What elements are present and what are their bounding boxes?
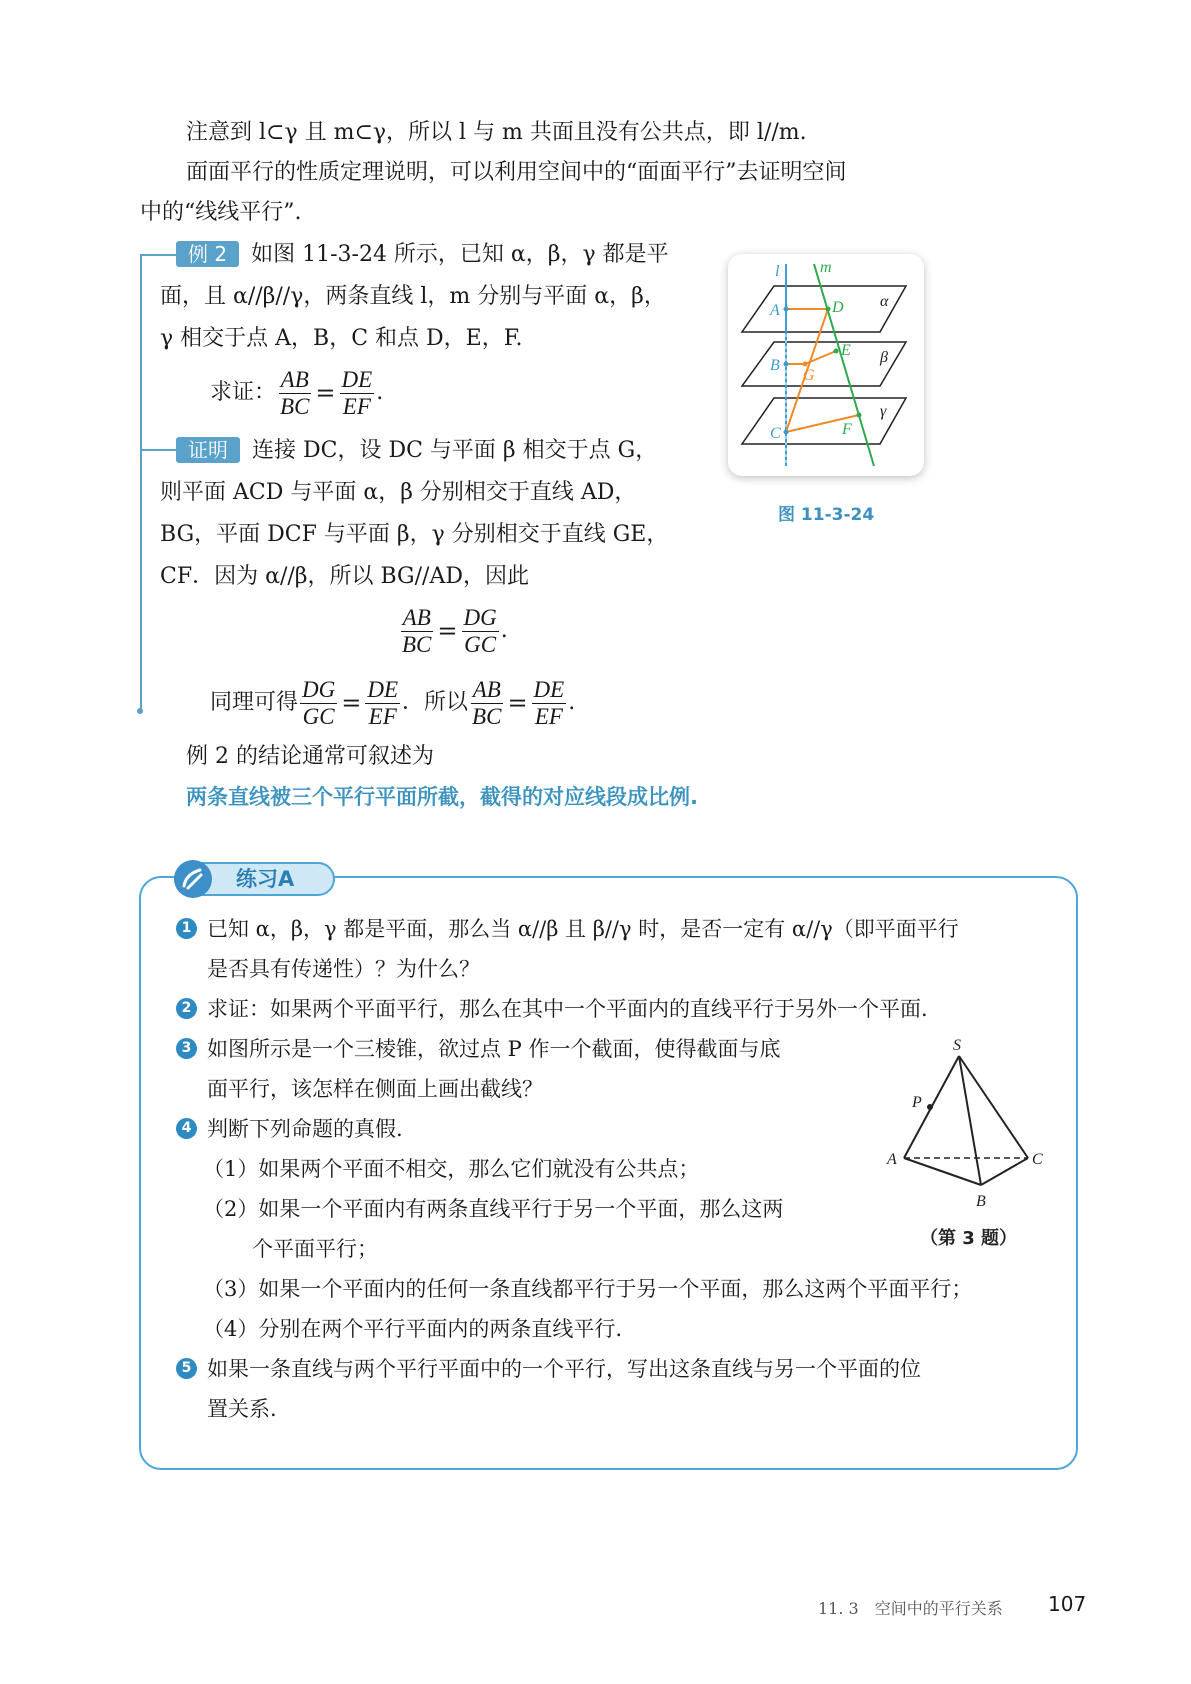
prove-frac-2-num: DE [341,366,373,392]
eq2-frac-2 [365,677,400,730]
label-gamma: γ [880,403,887,420]
figure-card [728,254,924,476]
label-alpha: α [880,293,889,310]
eq1-den-2: GC [464,631,497,657]
bracket-end-dot [137,708,143,714]
eq3-den-2: EF [534,703,563,729]
eq2-frac-1 [300,677,337,730]
q1-line-2: 是否具有传递性）？为什么？ [207,957,480,981]
q2-number: 2 [176,998,197,1019]
q3-text-1: 如图所示是一个三棱锥，欲过点 P 作一个截面，使得截面与底 [207,1037,781,1061]
eq2-den-1: GC [302,703,335,729]
footer-section: 11. 3 空间中的平行关系 [818,1599,1003,1618]
label-m: m [820,259,832,276]
q4-line [176,1114,403,1144]
intro-line-3: 中的“线线平行”. [140,200,302,225]
figure-caption: 图 11-3-24 [778,505,875,525]
eq3-num-2: DE [533,676,565,702]
example-bracket-top [140,254,176,256]
prove-frac-2 [340,367,375,420]
label-beta: β [880,349,888,366]
prove-frac-1-den: BC [280,393,310,419]
q4-number: 4 [176,1118,197,1139]
label-D: D [832,299,844,316]
label-E: E [841,342,851,359]
example-line-2: 面，且 α//β//γ，两条直线 l，m 分别与平面 α，β， [160,284,666,309]
q4-text: 判断下列命题的真假. [207,1117,403,1141]
eq3-num-1: AB [472,676,501,702]
conclusion-highlight: 两条直线被三个平行平面所截，截得的对应线段成比例. [186,785,698,809]
prove-frac-2-den: EF [342,393,371,419]
proof-line-4: CF．因为 α//β，所以 BG//AD，因此 [160,564,529,589]
q3-line-2: 面平行，该怎样在侧面上画出截线？ [207,1077,543,1101]
example-line-1 [176,240,669,270]
practice-title: 练习A [236,867,295,891]
intro-line-2: 面面平行的性质定理说明，可以利用空间中的“面面平行”去证明空间 [186,160,847,185]
label-G: G [803,367,815,384]
q5-line-2: 置关系. [207,1397,277,1421]
conclusion-line: 例 2 的结论通常可叙述为 [186,744,434,769]
eq2-num-2: DE [367,676,399,702]
prove-frac-1-num: AB [280,366,309,392]
intro-line-1: 注意到 l⊂γ 且 m⊂γ，所以 l 与 m 共面且没有公共点，即 l//m. [186,120,807,145]
q1-line-1 [176,914,959,944]
tetra-label-S: S [953,1037,961,1054]
q1-text-1: 已知 α，β，γ 都是平面，那么当 α//β 且 β//γ 时，是否一定有 α//γ（即平面平行 [207,917,959,941]
example-text-1: 如图 11-3-24 所示，已知 α，β，γ 都是平 [251,242,669,267]
eq3-den-1: BC [472,703,502,729]
example-bracket [140,254,142,710]
label-A: A [770,302,780,319]
eq3-frac-2 [532,677,567,730]
q4-item-2b: 个平面平行； [252,1237,378,1261]
tetra-label-A: A [887,1151,897,1168]
tetra-label-C: C [1032,1151,1043,1168]
tetra-label-B: B [976,1193,986,1210]
proof-text-1: 连接 DC，设 DC 与平面 β 相交于点 G， [252,438,658,463]
q2-line [176,994,928,1024]
q1-number: 1 [176,918,197,939]
proof-line-1 [176,436,657,466]
label-F: F [842,421,852,438]
eq3-frac-1 [470,677,503,730]
tetra-label-P: P [912,1094,922,1111]
proof-equation-1: $\frac{AB}{BC}$ = $\frac{DG}{GC}$ . [402,604,508,657]
q4-item-3: （3）如果一个平面内的任何一条直线都平行于另一个平面，那么这两个平面平行； [203,1277,973,1301]
proof-line5-mid: ．所以 [402,690,469,715]
proof-tag: 证明 [176,437,240,463]
q3-line-1 [176,1034,780,1064]
q5-number: 5 [176,1358,197,1379]
proof-line-2: 则平面 ACD 与平面 α，β 分别相交于直线 AD， [160,480,637,505]
proof-line5-prefix: 同理可得 [210,690,299,715]
q4-item-2a: （2）如果一个平面内有两条直线平行于另一个平面，那么这两 [203,1197,784,1221]
tetrahedron-caption: （第 3 题） [920,1228,1018,1249]
pencil-badge-icon [174,860,212,898]
parallel-planes-figure [728,254,924,476]
eq2-den-2: EF [368,703,397,729]
page-number: 107 [1048,1592,1087,1616]
eq1-frac-1 [400,605,433,658]
q4-item-1: （1）如果两个平面不相交，那么它们就没有公共点； [203,1157,700,1181]
prove-frac-1 [278,367,311,420]
example-prove: 求证： $\frac{AB}{BC}$ = $\frac{DE}{EF}$ . [210,366,384,419]
example-tag: 例 2 [176,241,239,267]
q5-text-1: 如果一条直线与两个平行平面中的一个平行，写出这条直线与另一个平面的位 [207,1357,921,1381]
tetrahedron-figure [880,1036,1060,1216]
proof-bracket-tick [140,449,176,451]
eq1-frac-2 [462,605,499,658]
example-line-3: γ 相交于点 A，B，C 和点 D，E，F. [160,326,523,351]
q5-line-1 [176,1354,921,1384]
eq1-num-1: AB [402,604,431,630]
eq1-num-2: DG [463,604,497,630]
prove-label: 求证： [210,380,277,405]
q4-item-4: （4）分别在两个平行平面内的两条直线平行. [203,1317,623,1341]
q2-text: 求证：如果两个平面平行，那么在其中一个平面内的直线平行于另外一个平面. [207,997,928,1021]
label-C: C [770,425,781,442]
label-B: B [770,357,780,374]
eq1-den-1: BC [402,631,432,657]
eq2-num-1: DG [302,676,336,702]
q3-number: 3 [176,1038,197,1059]
proof-line-5: 同理可得 $\frac{DG}{GC}$ = $\frac{DE}{EF}$ ．所以 $\frac{AB}{BC}$ = $\frac{DE}{EF}$ . [210,676,576,729]
proof-line-3: BG，平面 DCF 与平面 β，γ 分别相交于直线 GE， [160,522,669,547]
label-l: l [775,263,780,280]
